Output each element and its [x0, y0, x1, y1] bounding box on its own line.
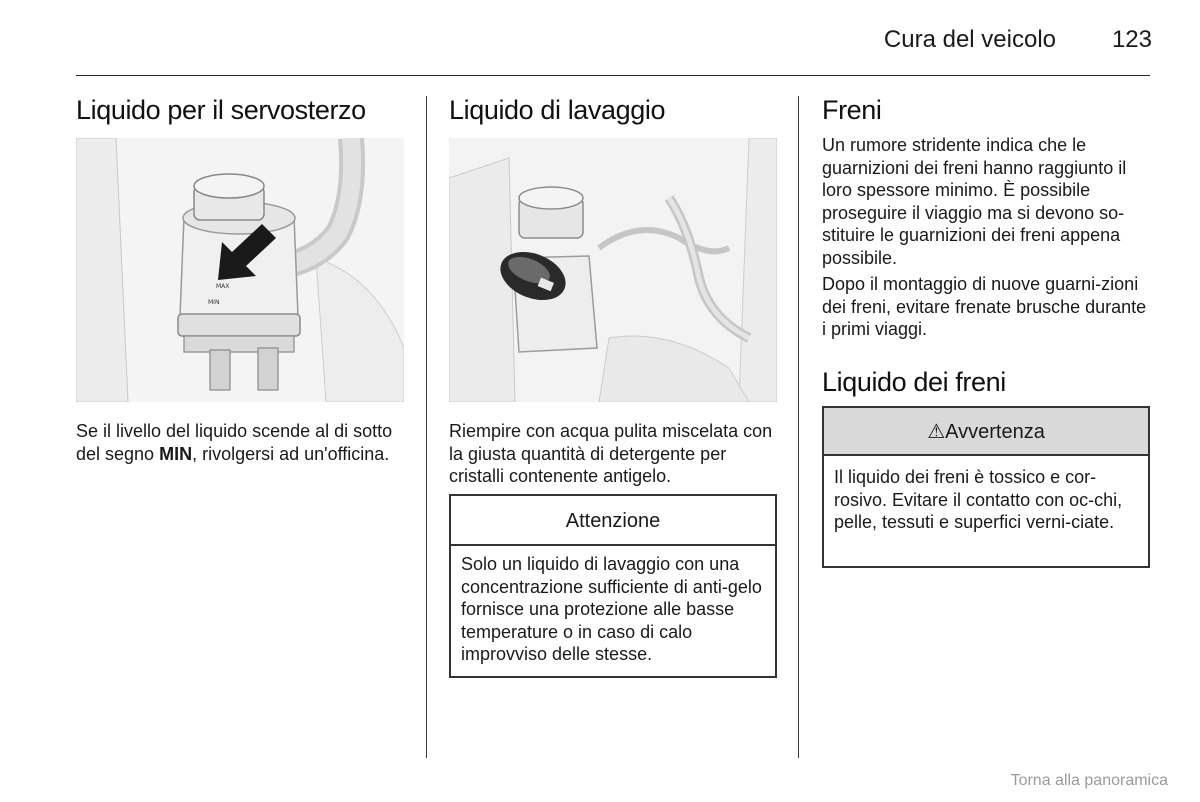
warning-box: [822, 406, 1150, 568]
notice-box-attention: [449, 494, 777, 678]
min-mark-label: MIN: [208, 299, 220, 306]
running-header-title: Cura del veicolo: [883, 26, 1056, 53]
header-rule: [76, 75, 1150, 76]
heading-brakes: Freni: [822, 95, 882, 125]
warning-text: Il liquido dei freni è tossico e cor-rosivo. Evitare il contatto con oc-chi, pelle, tessuti e superfici verni-ciate.: [834, 467, 1123, 532]
warning-triangle-icon: ⚠: [927, 421, 946, 443]
heading-washer-fluid: Liquido di lavaggio: [449, 95, 666, 125]
figure-power-steering-reservoir: [76, 138, 404, 402]
notice-title: Attenzione: [451, 496, 775, 546]
page-number: 123: [1111, 26, 1152, 53]
warning-title-bar: [824, 408, 1148, 456]
column-divider-2: [798, 96, 799, 758]
figure-washer-reservoir: [449, 138, 777, 402]
max-mark-label: MAX: [216, 283, 230, 290]
heading-brake-fluid: Liquido dei freni: [822, 367, 1006, 397]
min-bold-label: MIN: [159, 443, 193, 464]
warning-title: Avvertenza: [945, 421, 1045, 443]
power-steering-text: Se il livello del liquido scende al di sotto del segno MIN, rivolgersi ad un'officina.: [76, 421, 393, 464]
heading-power-steering-fluid: Liquido per il servosterzo: [76, 95, 366, 125]
back-to-overview-link[interactable]: Torna alla panoramica: [1010, 772, 1168, 789]
brakes-paragraph-2: Dopo il montaggio di nuove guarni-zioni dei freni, evitare frenate brusche durante i primi viaggi.: [822, 274, 1147, 339]
washer-fluid-text: Riempire con acqua pulita miscelata con la giusta quantità di detergente per cristalli contenente antigelo.: [449, 421, 773, 486]
notice-text: Solo un liquido di lavaggio con una concentrazione sufficiente di anti-gelo fornisce una protezione alle basse temperature o in caso di calo improvviso delle stesse.: [461, 554, 762, 664]
column-divider-1: [426, 96, 427, 758]
brakes-paragraph-1: Un rumore stridente indica che le guarnizioni dei freni hanno raggiunto il loro spessore minimo. È possibile proseguire il viaggio ma si devono so-stituire le guarnizioni dei freni appena possibile.: [822, 135, 1127, 268]
